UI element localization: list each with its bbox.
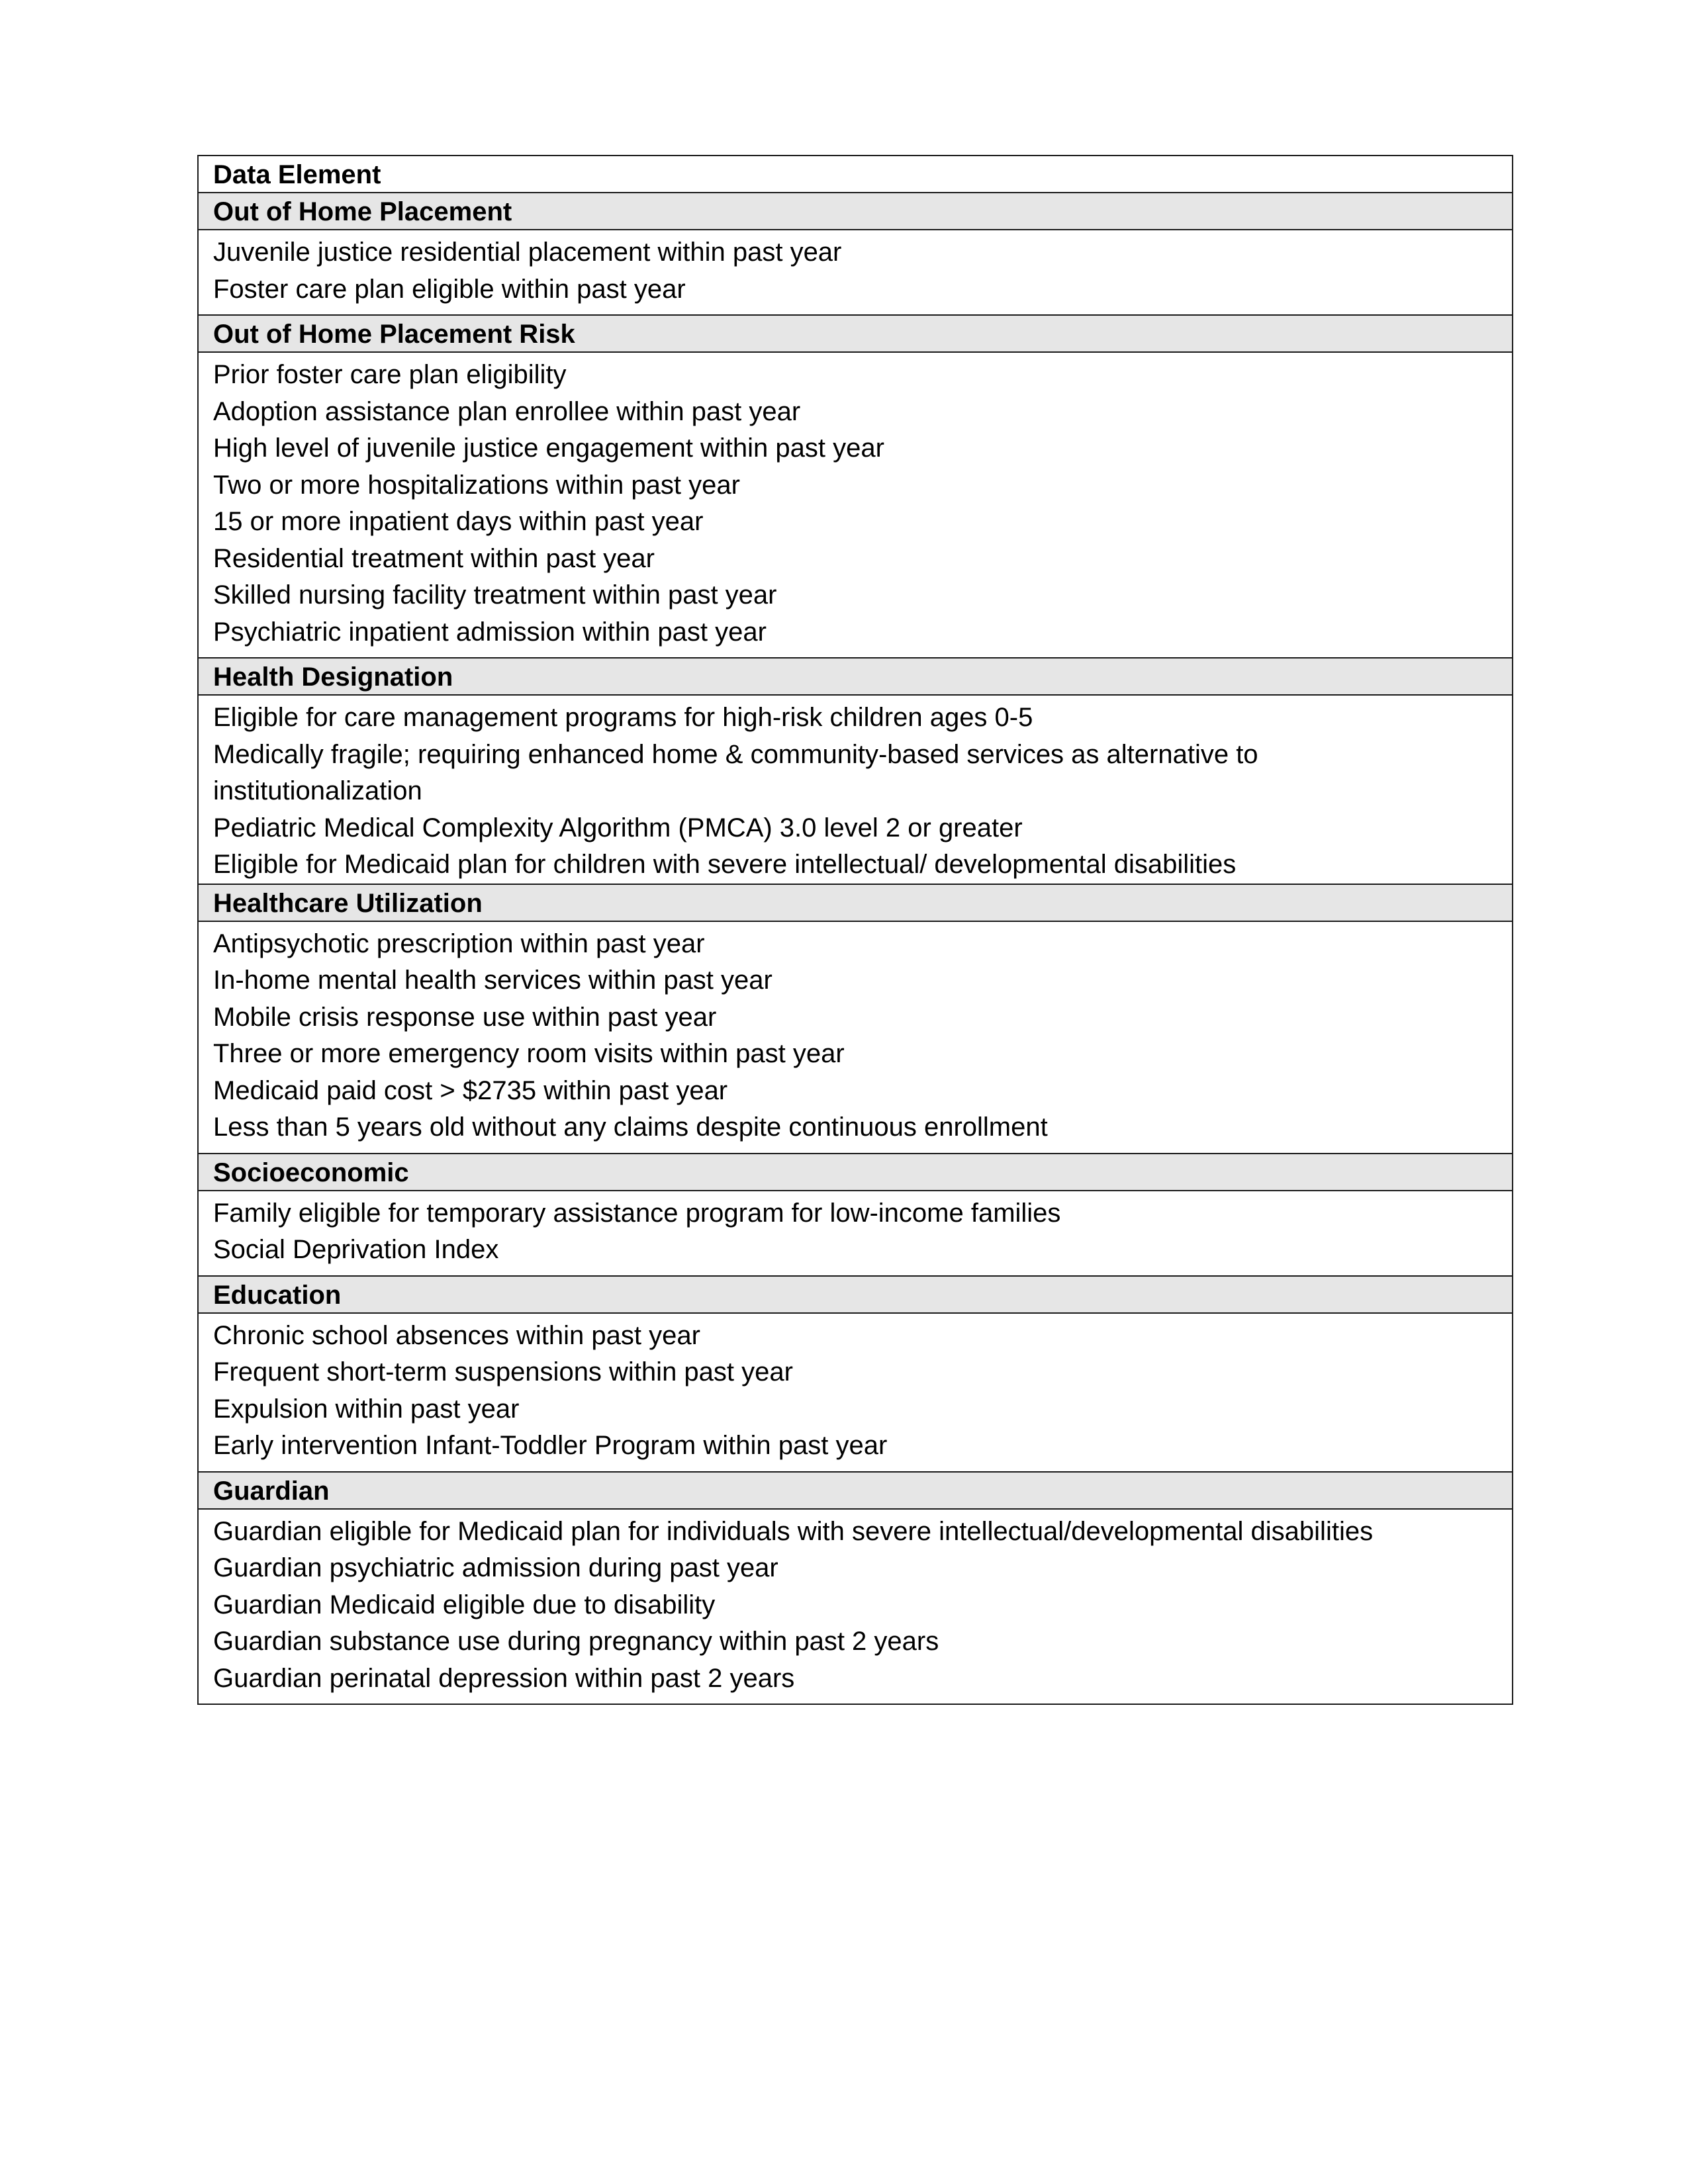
- section-title-education: Education: [199, 1277, 1512, 1314]
- section-body-education: [199, 1314, 1512, 1473]
- data-element-table: [197, 155, 1513, 1705]
- section-title-out-of-home-placement-risk: Out of Home Placement Risk: [199, 316, 1512, 353]
- list-item: Guardian substance use during pregnancy within past 2 years: [213, 1627, 939, 1656]
- list-item: Expulsion within past year: [213, 1394, 520, 1424]
- list-item: Foster care plan eligible within past year: [213, 274, 686, 304]
- section-title-socioeconomic: Socioeconomic: [199, 1154, 1512, 1191]
- list-item: Medicaid paid cost > $2735 within past year: [213, 1075, 728, 1105]
- section-body-out-of-home-placement-risk: [199, 353, 1512, 659]
- list-item: Medically fragile; requiring enhanced home & community-based services as alternative to: [213, 739, 1258, 769]
- list-item: Guardian psychiatric admission during past year: [213, 1553, 778, 1582]
- section-body-health-designation: [199, 696, 1512, 885]
- list-item: Skilled nursing facility treatment within past year: [213, 580, 777, 610]
- section-body-healthcare-utilization: [199, 922, 1512, 1154]
- section-body-guardian: [199, 1510, 1512, 1704]
- list-item: Frequent short-term suspensions within past year: [213, 1357, 793, 1387]
- list-item: Prior foster care plan eligibility: [213, 360, 567, 389]
- list-item: Residential treatment within past year: [213, 543, 655, 573]
- section-body-out-of-home-placement: [199, 230, 1512, 316]
- list-item: Three or more emergency room visits within past year: [213, 1039, 845, 1068]
- list-item: Eligible for care management programs for high-risk children ages 0-5: [213, 703, 1033, 732]
- section-title-out-of-home-placement: Out of Home Placement: [199, 193, 1512, 230]
- list-item: Guardian perinatal depression within past 2 years: [213, 1663, 795, 1693]
- list-item: Pediatric Medical Complexity Algorithm (PMCA) 3.0 level 2 or greater: [213, 813, 1023, 842]
- list-item: Two or more hospitalizations within past year: [213, 470, 740, 500]
- list-item: Mobile crisis response use within past year: [213, 1002, 717, 1032]
- section-title-healthcare-utilization: Healthcare Utilization: [199, 885, 1512, 922]
- list-item: Less than 5 years old without any claims despite continuous enrollment: [213, 1113, 1048, 1142]
- section-title-health-designation: Health Designation: [199, 659, 1512, 696]
- list-item: Social Deprivation Index: [213, 1235, 499, 1264]
- list-item: Adoption assistance plan enrollee within past year: [213, 396, 801, 426]
- list-item: Psychiatric inpatient admission within past year: [213, 617, 767, 647]
- list-item: In-home mental health services within past year: [213, 966, 773, 995]
- table-header: Data Element: [199, 156, 1512, 193]
- list-item: Antipsychotic prescription within past year: [213, 929, 705, 958]
- section-body-socioeconomic: [199, 1191, 1512, 1277]
- list-item: High level of juvenile justice engagement within past year: [213, 433, 884, 463]
- list-item: Guardian Medicaid eligible due to disability: [213, 1590, 716, 1619]
- section-title-guardian: Guardian: [199, 1473, 1512, 1510]
- list-item: Eligible for Medicaid plan for children with severe intellectual/ developmental disabilities: [213, 850, 1237, 879]
- list-item: Juvenile justice residential placement within past year: [213, 238, 842, 267]
- list-item: Early intervention Infant-Toddler Program within past year: [213, 1431, 888, 1460]
- list-item: Guardian eligible for Medicaid plan for individuals with severe intellectual/developmental disabilities: [213, 1516, 1374, 1546]
- list-item: 15 or more inpatient days within past year: [213, 507, 704, 536]
- list-item: Chronic school absences within past year: [213, 1320, 700, 1350]
- list-item: institutionalization: [213, 776, 422, 805]
- list-item: Family eligible for temporary assistance program for low-income families: [213, 1198, 1061, 1228]
